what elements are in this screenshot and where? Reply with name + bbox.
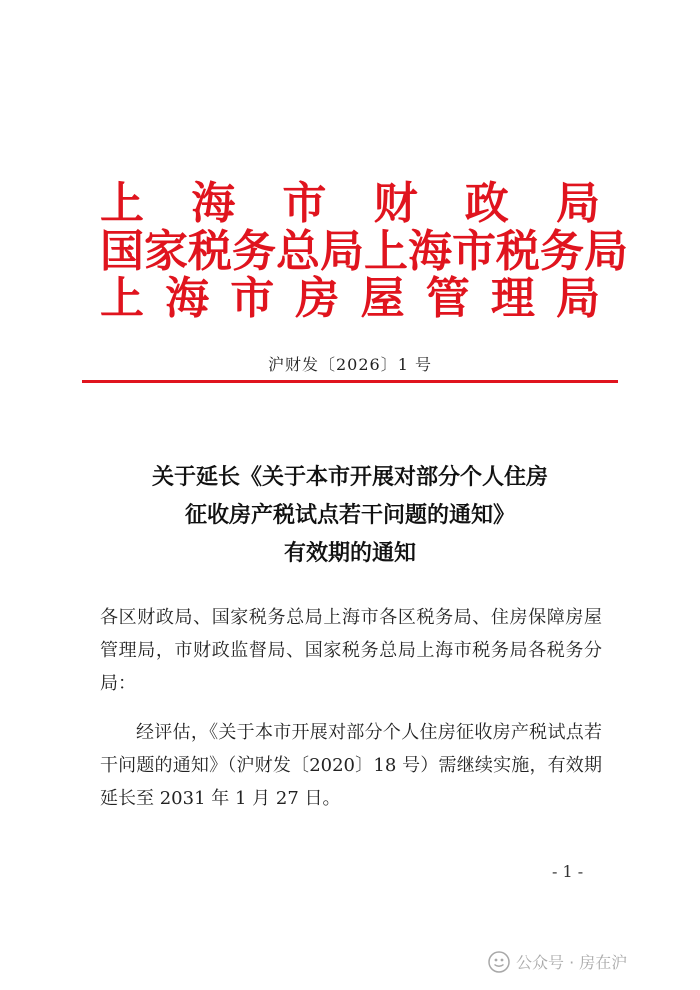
watermark-text: 公众号 · 房在沪 <box>516 953 628 972</box>
issuer-char: 税 <box>188 226 232 277</box>
issuer-char: 市 <box>282 178 327 229</box>
red-divider-line <box>82 380 618 383</box>
issuer-char: 局 <box>555 273 600 324</box>
issuer-char: 屋 <box>360 273 405 324</box>
title-line-1: 关于延长《关于本市开展对部分个人住房 <box>151 464 548 490</box>
issuer-shanghai-finance-bureau <box>100 178 600 230</box>
issuer-char: 房 <box>295 273 340 324</box>
issuer-char: 家 <box>144 226 188 277</box>
issuer-char: 局 <box>584 226 628 277</box>
issuer-char: 局 <box>320 226 364 277</box>
document-number: 沪财发〔2026〕1 号 <box>268 355 432 374</box>
issuer-2-text <box>100 226 628 278</box>
watermark <box>488 950 627 973</box>
issuer-char: 务 <box>540 226 584 277</box>
issuer-char: 上 <box>100 178 144 229</box>
issuer-char: 海 <box>191 178 236 229</box>
issuer-char: 上 <box>364 226 408 277</box>
title-line-2: 征收房产税试点若干问题的通知》 <box>184 502 515 528</box>
wechat-official-account-icon <box>488 951 510 973</box>
addressee-paragraph: 各区财政局、国家税务总局上海市各区税务局、住房保障房屋管理局，市财政监督局、国家税务总局上海市税务局各税务分局： <box>100 607 602 694</box>
issuer-char: 务 <box>232 226 276 277</box>
issuer-char: 政 <box>464 178 509 229</box>
title-line-3: 有效期的通知 <box>283 540 416 566</box>
issuer-char: 管 <box>425 273 470 324</box>
document-title <box>90 458 610 572</box>
issuer-char: 海 <box>408 226 452 277</box>
issuer-char: 国 <box>100 226 144 277</box>
issuer-char: 市 <box>452 226 496 277</box>
issuer-char: 财 <box>373 178 418 229</box>
issuer-char: 总 <box>276 226 320 277</box>
page-number: - 1 - <box>552 862 584 881</box>
issuer-shanghai-housing-bureau <box>100 273 600 325</box>
issuer-char: 上 <box>100 273 144 324</box>
issuer-char: 海 <box>165 273 210 324</box>
issuer-char: 市 <box>230 273 275 324</box>
body-paragraph: 经评估，《关于本市开展对部分个人住房征收房产税试点若干问题的通知》（沪财发〔2020〕18 号）需继续实施，有效期延长至 2031 年 1 月 27 日。 <box>100 722 602 809</box>
issuer-char: 理 <box>490 273 535 324</box>
issuer-char: 局 <box>555 178 600 229</box>
issuer-shanghai-tax-bureau <box>100 226 628 278</box>
issuer-char: 税 <box>496 226 540 277</box>
